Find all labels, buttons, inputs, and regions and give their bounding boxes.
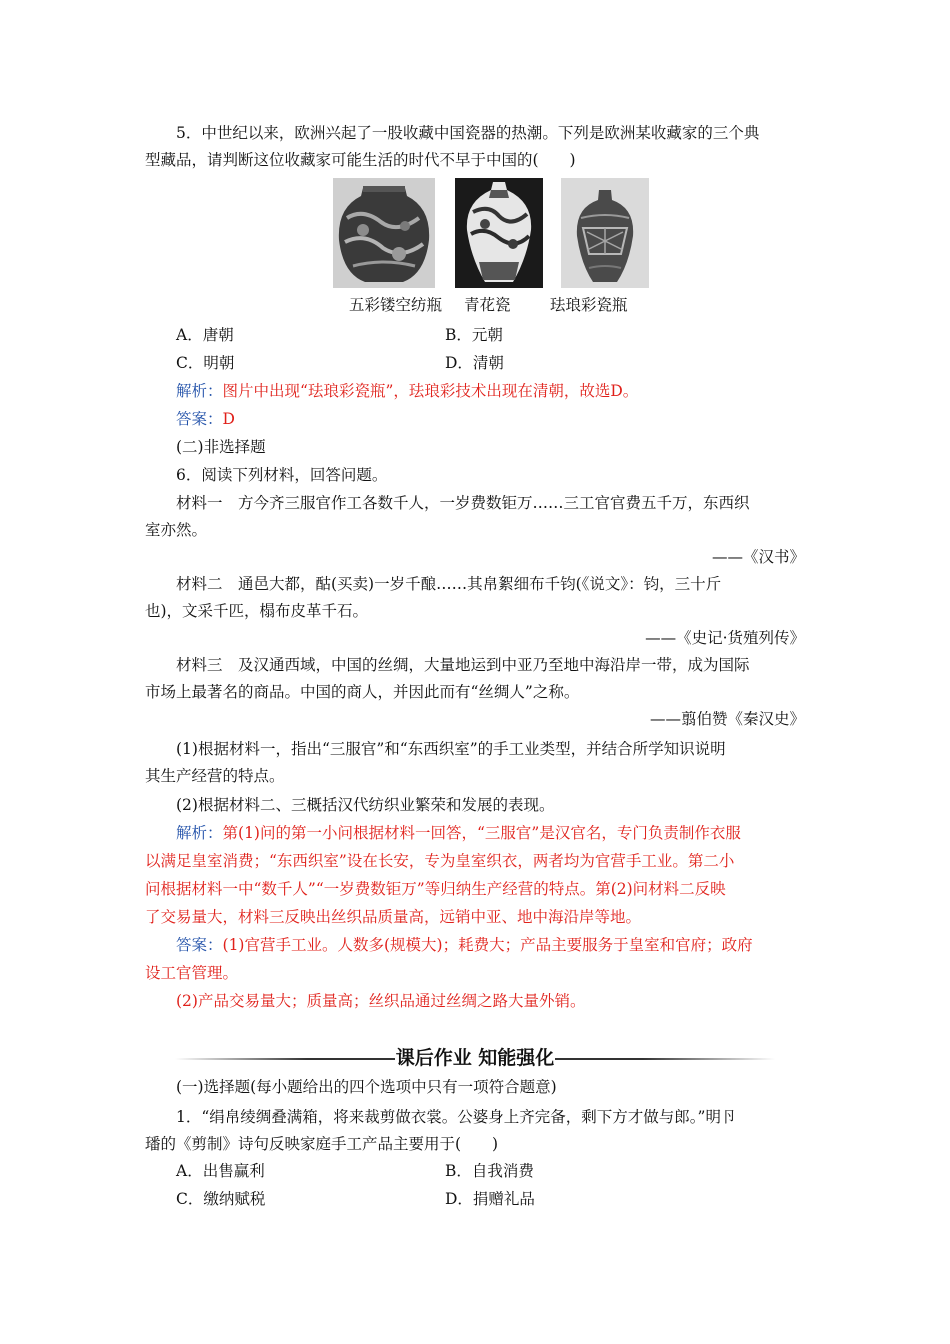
analysis-text: 图片中出现“珐琅彩瓷瓶”，珐琅彩技术出现在清朝，故选D。 [222, 382, 639, 400]
q5-figure-row [333, 178, 663, 290]
q1-option-c[interactable]: C．缴纳赋税 [176, 1190, 266, 1208]
q1-stem-line2: 璠的《剪制》诗句反映家庭手工产品主要用于( ) [145, 1135, 499, 1153]
section-header [175, 1044, 775, 1072]
q5-stem-line1: 5．中世纪以来，欧洲兴起了一股收藏中国瓷器的热潮。下列是欧洲某收藏家的三个典 [176, 124, 760, 142]
q6-material1-line2: 室亦然。 [145, 521, 208, 539]
q6-analysis-line3: 问根据材料一中“数千人”“一岁费数钜万”等归纳生产经营的特点。第(2)问材料二反映 [145, 880, 726, 898]
analysis-label: 解析： [176, 824, 223, 842]
q5-answer [145, 406, 836, 432]
q6-material3-line2: 市场上最著名的商品。中国的商人，并因此而有“丝绸人”之称。 [145, 683, 580, 701]
q6-analysis-line2: 以满足皇室消费；“东西织室”设在长安，专为皇室织衣，两者均为官营手工业。第二小 [145, 852, 735, 870]
q6-material2-line2: 也)，文采千匹，榻布皮革千石。 [145, 602, 369, 620]
q6-sub2: (2)根据材料二、三概括汉代纺织业繁荣和发展的表现。 [176, 796, 555, 814]
q6-analysis-line1 [145, 820, 836, 846]
q6-material2-line1: 材料二 通邑大都，酤(买卖)一岁千酿……其帛絮细布千钧(《说文》：钧，三十斤 [176, 575, 722, 593]
q1-option-a[interactable]: A．出售赢利 [176, 1162, 265, 1180]
q5-figure-captions [145, 292, 805, 318]
section-title: 课后作业 知能强化 [395, 1047, 555, 1069]
caption-enamel-vase: 珐琅彩瓷瓶 [550, 296, 628, 314]
q5-options-row1 [145, 322, 805, 348]
answer-label: 答案： [176, 410, 223, 428]
q1-option-b[interactable]: B．自我消费 [445, 1162, 534, 1180]
analysis-text: 第(1)问的第一小问根据材料一回答，“三服官”是汉官名，专门负责制作衣服 [222, 824, 741, 842]
q1-options-row2 [145, 1186, 805, 1212]
enamel-vase-image [561, 178, 649, 288]
answer-text: (1)官营手工业。人数多(规模大)；耗费大；产品主要服务于皇室和官府；政府 [222, 936, 753, 954]
q1-option-d[interactable]: D．捐赠礼品 [445, 1190, 535, 1208]
q6-sub1-line1: (1)根据材料一，指出“三服官”和“东西织室”的手工业类型，并结合所学知识说明 [176, 740, 726, 758]
q5-option-b[interactable]: B．元朝 [445, 326, 503, 344]
q5-stem-line2: 型藏品，请判断这位收藏家可能生活的时代不早于中国的( ) [145, 151, 576, 169]
analysis-label: 解析： [176, 382, 223, 400]
q5-option-c[interactable]: C．明朝 [176, 354, 235, 372]
answer-label: 答案： [176, 936, 223, 954]
q6-stem: 6．阅读下列材料，回答问题。 [176, 466, 388, 484]
q5-options-row2 [145, 350, 805, 376]
q6-material3-line1: 材料三 及汉通西域，中国的丝绸，大量地运到中亚乃至地中海沿岸一带，成为国际 [176, 656, 750, 674]
q5-option-d[interactable]: D．清朝 [445, 354, 504, 372]
q1-options-row1 [145, 1158, 805, 1184]
q6-material1-source: ——《汉书》 [711, 548, 805, 566]
q6-sub1-line2: 其生产经营的特点。 [145, 767, 285, 785]
nonchoice-heading: (二)非选择题 [176, 438, 266, 456]
q6-material1-line1: 材料一 方今齐三服官作工各数千人，一岁费数钜万……三工官官费五千万，东西织 [176, 494, 750, 512]
q1-stem-line1: 1．“绢帛绫绸叠满箱，将来裁剪做衣裳。公婆身上齐完备，剩下方才做与郎。”明卪 [176, 1108, 737, 1126]
q5-option-a[interactable]: A．唐朝 [176, 326, 234, 344]
q6-answer-line1 [145, 932, 836, 958]
answer-text: D [222, 410, 235, 428]
q6-material2-source: ——《史记·货殖列传》 [645, 629, 805, 647]
q6-material3-source: ——翦伯赞《秦汉史》 [649, 710, 805, 728]
caption-wucai-vase: 五彩镂空纺瓶 [349, 296, 443, 314]
q5-analysis [145, 378, 836, 404]
q6-answer-line3: (2)产品交易量大；质量高；丝织品通过丝绸之路大量外销。 [176, 992, 586, 1010]
wucai-vase-image [333, 178, 435, 288]
caption-blue-white-porcelain: 青花瓷 [464, 296, 511, 314]
part1-heading: (一)选择题(每小题给出的四个选项中只有一项符合题意) [176, 1078, 557, 1096]
blue-white-porcelain-image [455, 178, 543, 288]
q6-analysis-line4: 了交易量大，材料三反映出丝织品质量高，远销中亚、地中海沿岸等地。 [145, 908, 642, 926]
q6-answer-line2: 设工官管理。 [145, 964, 239, 982]
